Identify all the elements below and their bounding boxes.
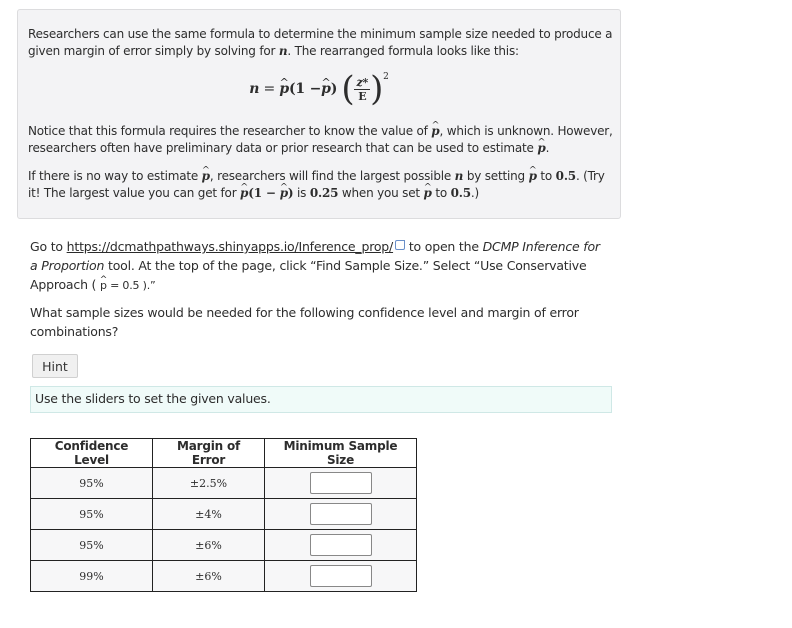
var-phat: ^ p [529, 168, 537, 185]
formula-n: n [249, 80, 260, 97]
var-n: n [454, 169, 464, 183]
var-phat: ^ p [100, 276, 107, 295]
sample-size-table [30, 438, 417, 592]
var-phat: ^ p [240, 185, 248, 202]
confidence-level-cell: 95% [31, 499, 153, 530]
inference-tool-link[interactable]: https://dcmathpathways.shinyapps.io/Inference_prop/ [66, 239, 394, 254]
table-header-row [31, 439, 417, 468]
margin-of-error-cell: ±6% [153, 561, 265, 592]
margin-of-error-cell: ±4% [153, 499, 265, 530]
answer-input-4[interactable] [310, 565, 372, 587]
formula-close-paren: ) [330, 80, 338, 97]
formula-E: E [358, 89, 367, 103]
info-box [17, 9, 621, 219]
formula-right-paren: ) [370, 69, 384, 109]
formula-left-paren: ( [341, 69, 355, 109]
table-row [31, 530, 417, 561]
formula-one-minus: (1 − [288, 80, 322, 97]
hint-button[interactable]: Hint [32, 354, 78, 378]
table-row [31, 468, 417, 499]
formula-phat-2: ^ p [321, 81, 331, 98]
confidence-level-cell: 99% [31, 561, 153, 592]
info-paragraph-3: If there is no way to estimate ^ p, researchers will find the largest possible n by setting ^ p to 0.5. (Try it! The largest value you can get for ^ p(1 − ^ p) is 0.25 when you set ^ p to 0.5.) [28, 168, 614, 202]
margin-of-error-cell: ±6% [153, 530, 265, 561]
header-confidence-level: Confidence Level [31, 439, 153, 468]
sample-size-formula [18, 69, 620, 109]
answer-cell [265, 499, 417, 530]
formula-phat: ^ p [279, 81, 289, 98]
instructions-paragraph: Go to https://dcmathpathways.shinyapps.io/Inference_prop/ to open the DCMP Inference for a Proportion tool. At the top of the page, click “Find Sample Size.” Select “Use Conservative Approach ( ^ p = 0.5 ).” [30, 237, 610, 295]
info-paragraph-2: Notice that this formula requires the researcher to know the value of ^ p, which is unknown. However, researchers often have preliminary data or prior research that can be used to estimate ^ p. [28, 123, 614, 157]
answer-input-3[interactable] [310, 534, 372, 556]
var-phat: ^ p [202, 168, 210, 185]
formula-zstar: z* [356, 75, 369, 89]
external-link-icon [395, 240, 405, 250]
var-n: n [278, 44, 288, 58]
question-text: What sample sizes would be needed for the following confidence level and margin of error combinations? [30, 305, 579, 339]
formula-equals: = [263, 80, 276, 97]
answer-cell [265, 468, 417, 499]
var-phat: ^ p [537, 140, 545, 157]
confidence-level-cell: 95% [31, 530, 153, 561]
answer-cell [265, 530, 417, 561]
var-phat: ^ p [280, 185, 288, 202]
margin-of-error-cell: ±2.5% [153, 468, 265, 499]
answer-cell [265, 561, 417, 592]
answer-input-1[interactable] [310, 472, 372, 494]
confidence-level-cell: 95% [31, 468, 153, 499]
table-row [31, 561, 417, 592]
table-row [31, 499, 417, 530]
var-phat: ^ p [431, 123, 439, 140]
info-paragraph-1: Researchers can use the same formula to determine the minimum sample size needed to produce a given margin of error simply by solving for n. The rearranged formula looks like this: [28, 27, 613, 58]
hint-box: Use the sliders to set the given values. [30, 386, 612, 413]
answer-input-2[interactable] [310, 503, 372, 525]
value-0-5: 0.5 [555, 169, 576, 183]
value-0-25: 0.25 [309, 186, 339, 200]
formula-exponent: 2 [383, 72, 389, 82]
var-phat: ^ p [424, 185, 432, 202]
value-0-5: 0.5 [450, 186, 471, 200]
header-minimum-sample-size: Minimum Sample Size [265, 439, 417, 468]
formula-fraction [354, 76, 370, 103]
header-margin-of-error: Margin of Error [153, 439, 265, 468]
tool-name: DCMP Inference for a Proportion [30, 239, 600, 273]
